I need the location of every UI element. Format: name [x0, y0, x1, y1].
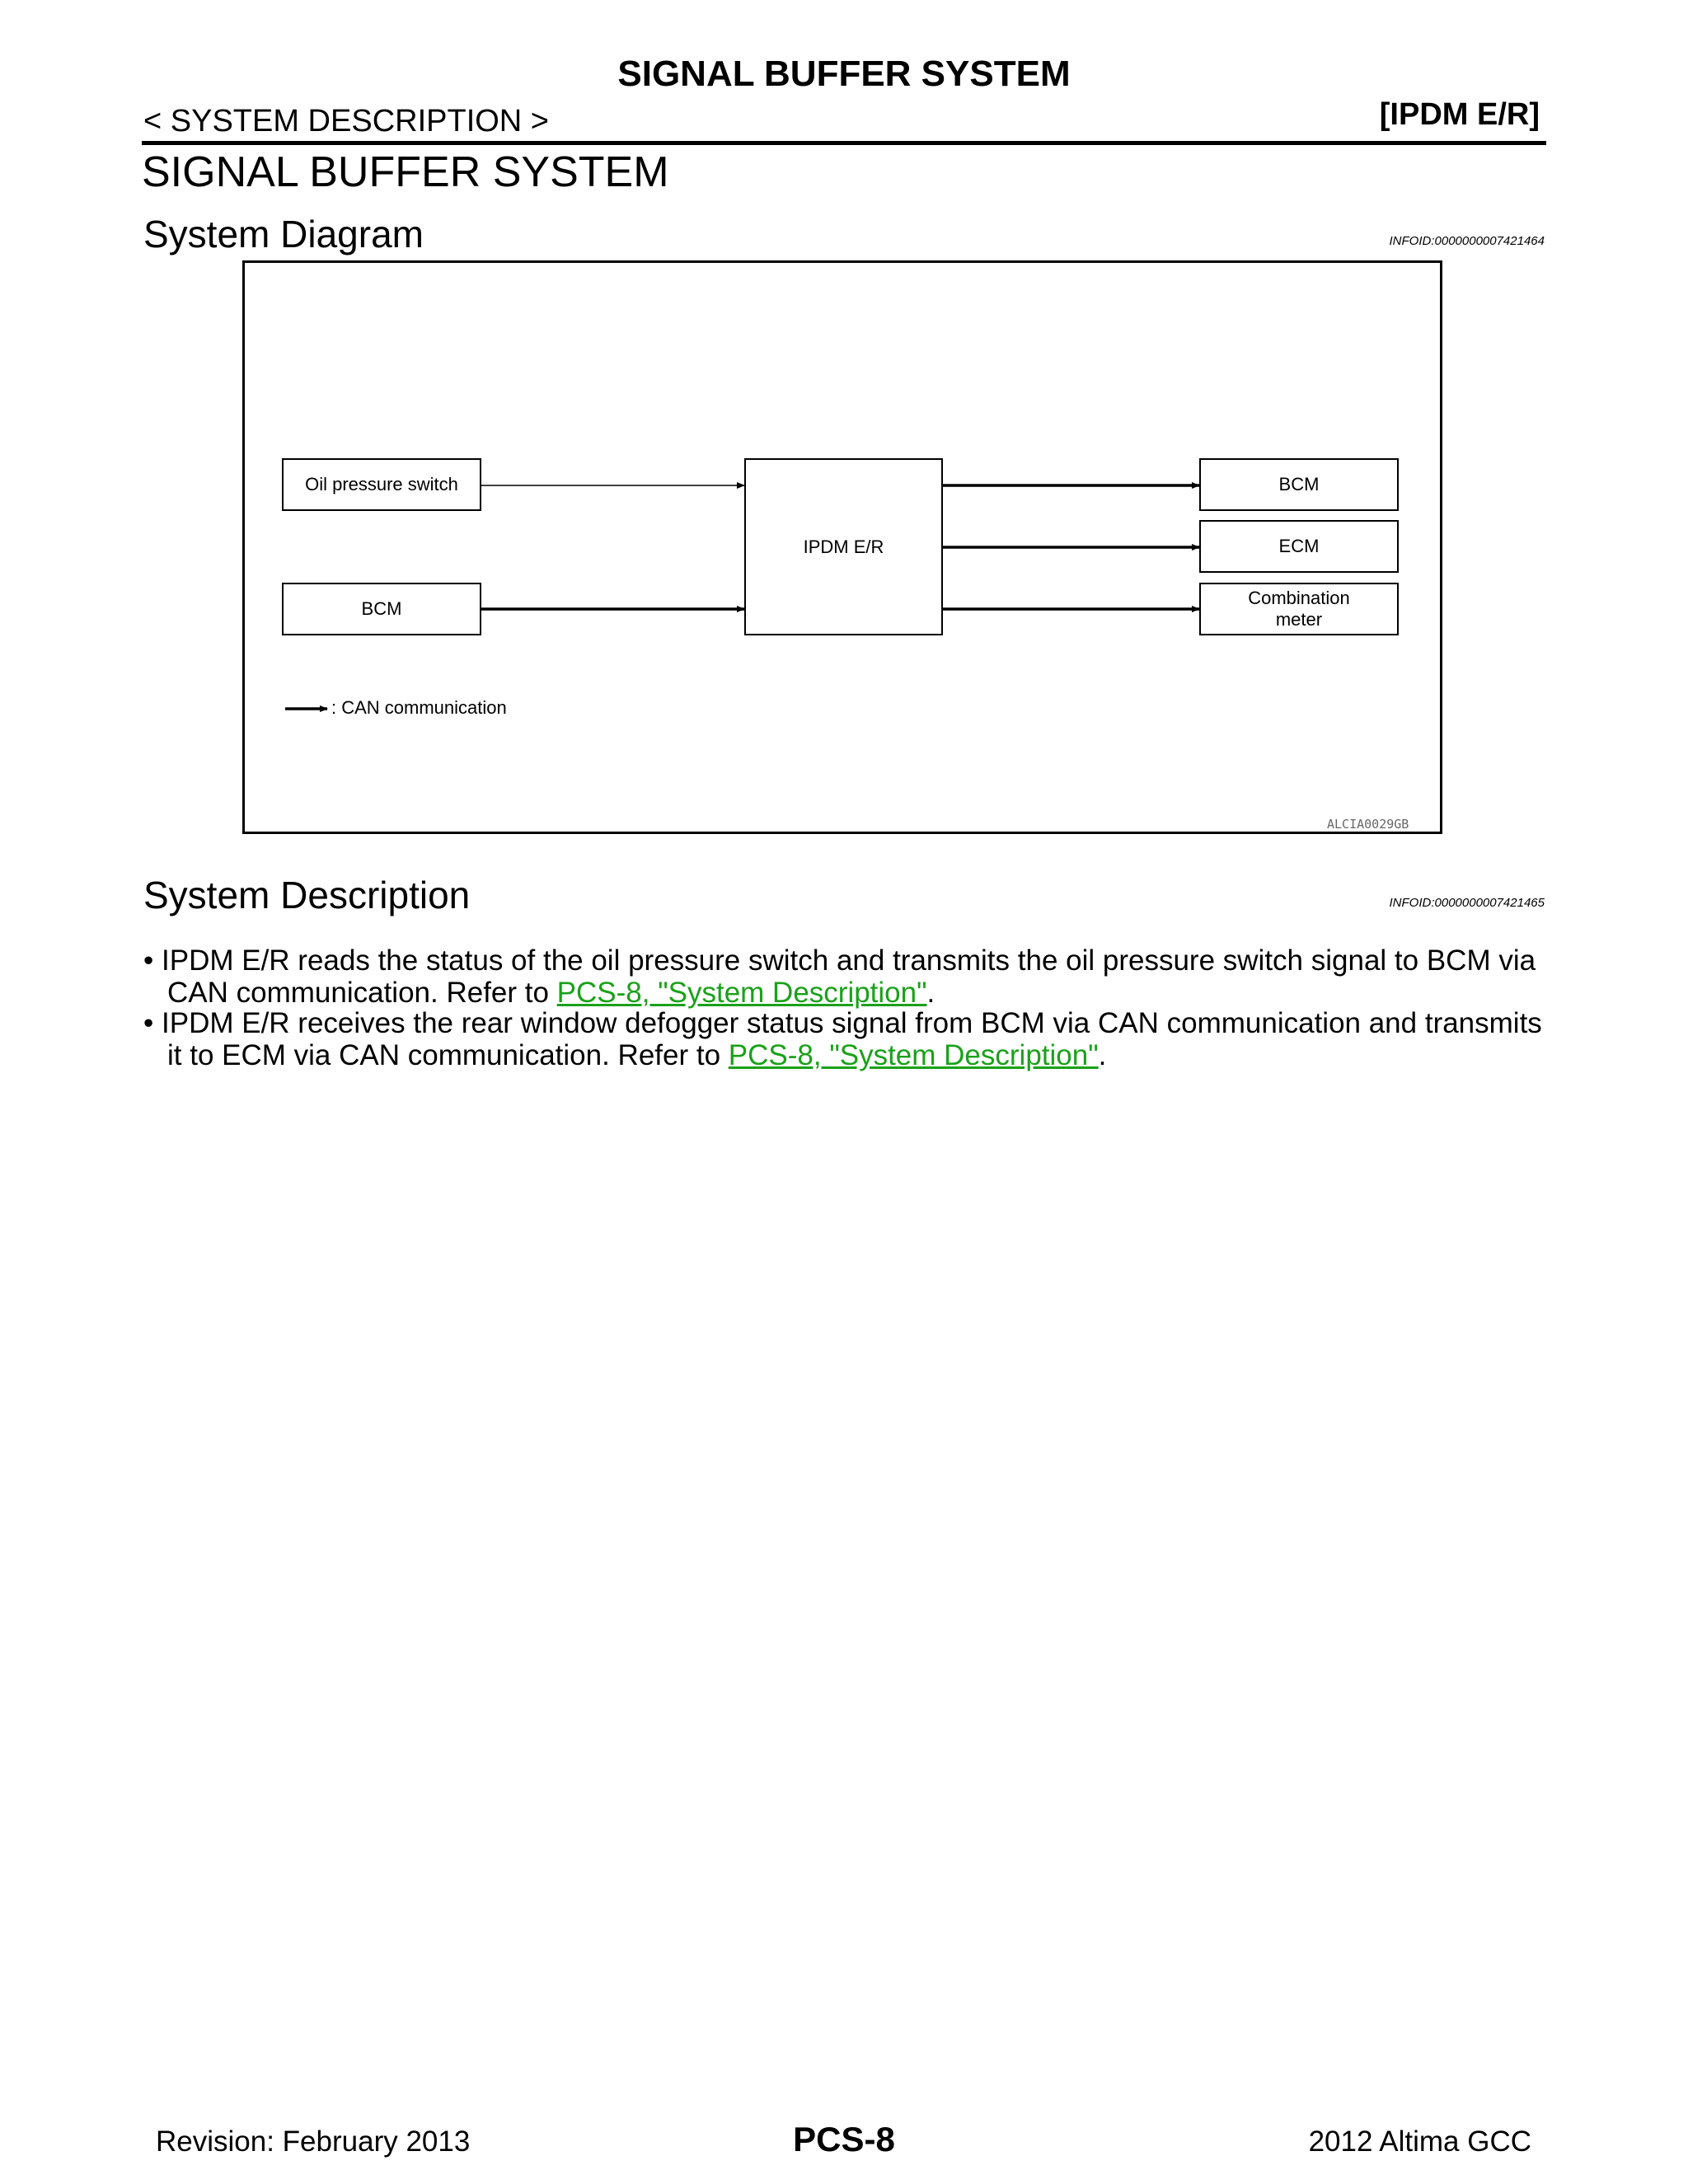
footer-model: 2012 Altima GCC: [1308, 2125, 1531, 2158]
box-combination-meter: [1199, 583, 1399, 635]
box-oil-pressure-switch: [282, 458, 481, 511]
box-label: ECM: [1278, 536, 1320, 556]
reference-link[interactable]: PCS-8, "System Description": [556, 977, 927, 1009]
bullet-text: CAN communication. Refer to: [167, 977, 557, 1009]
bullet-text: IPDM E/R receives the rear window defogger status signal from BCM via CAN communication and transmits: [162, 1007, 1542, 1039]
system-description-infoid: INFOID:0000000007421465: [1389, 896, 1545, 910]
footer-revision: Revision: February 2013: [156, 2125, 471, 2158]
box-label: IPDM E/R: [803, 536, 884, 557]
box-label: Combination meter: [1248, 588, 1350, 630]
reference-link[interactable]: PCS-8, "System Description": [728, 1039, 1099, 1071]
section-tag: [IPDM E/R]: [1379, 97, 1540, 132]
bullet-mark: •: [143, 944, 154, 977]
box-ipdm-er: [744, 458, 943, 635]
bullet-item-1-continuation: [167, 977, 935, 1010]
bullet-item-1: [143, 944, 1536, 977]
figure-code: ALCIA0029GB: [1327, 817, 1409, 832]
diagram-connectors: [0, 0, 1688, 907]
box-bcm-input: [282, 583, 481, 635]
bullet-mark: •: [143, 1007, 154, 1039]
legend-label: : CAN communication: [331, 697, 507, 718]
bullet-suffix: .: [926, 977, 935, 1009]
system-diagram-heading: System Diagram: [143, 213, 424, 255]
breadcrumb: < SYSTEM DESCRIPTION >: [143, 104, 549, 138]
bullet-suffix: .: [1098, 1039, 1107, 1071]
bullet-text: IPDM E/R reads the status of the oil pressure switch and transmits the oil pressure switch signal to BCM via: [162, 944, 1536, 977]
box-label: BCM: [361, 598, 402, 619]
system-description-heading: System Description: [143, 874, 471, 916]
page-heading: SIGNAL BUFFER SYSTEM: [142, 148, 669, 196]
box-ecm: [1199, 520, 1399, 573]
document-title: SIGNAL BUFFER SYSTEM: [617, 54, 1071, 94]
footer-page-number: PCS-8: [793, 2120, 895, 2158]
bullet-text: it to ECM via CAN communication. Refer to: [167, 1039, 729, 1071]
bullet-item-2: [143, 1007, 1542, 1040]
system-diagram-infoid: INFOID:0000000007421464: [1389, 234, 1545, 248]
box-label: Oil pressure switch: [305, 474, 458, 494]
bullet-item-2-continuation: [167, 1039, 1106, 1072]
box-bcm-output: [1199, 458, 1399, 511]
box-label: BCM: [1278, 474, 1320, 494]
